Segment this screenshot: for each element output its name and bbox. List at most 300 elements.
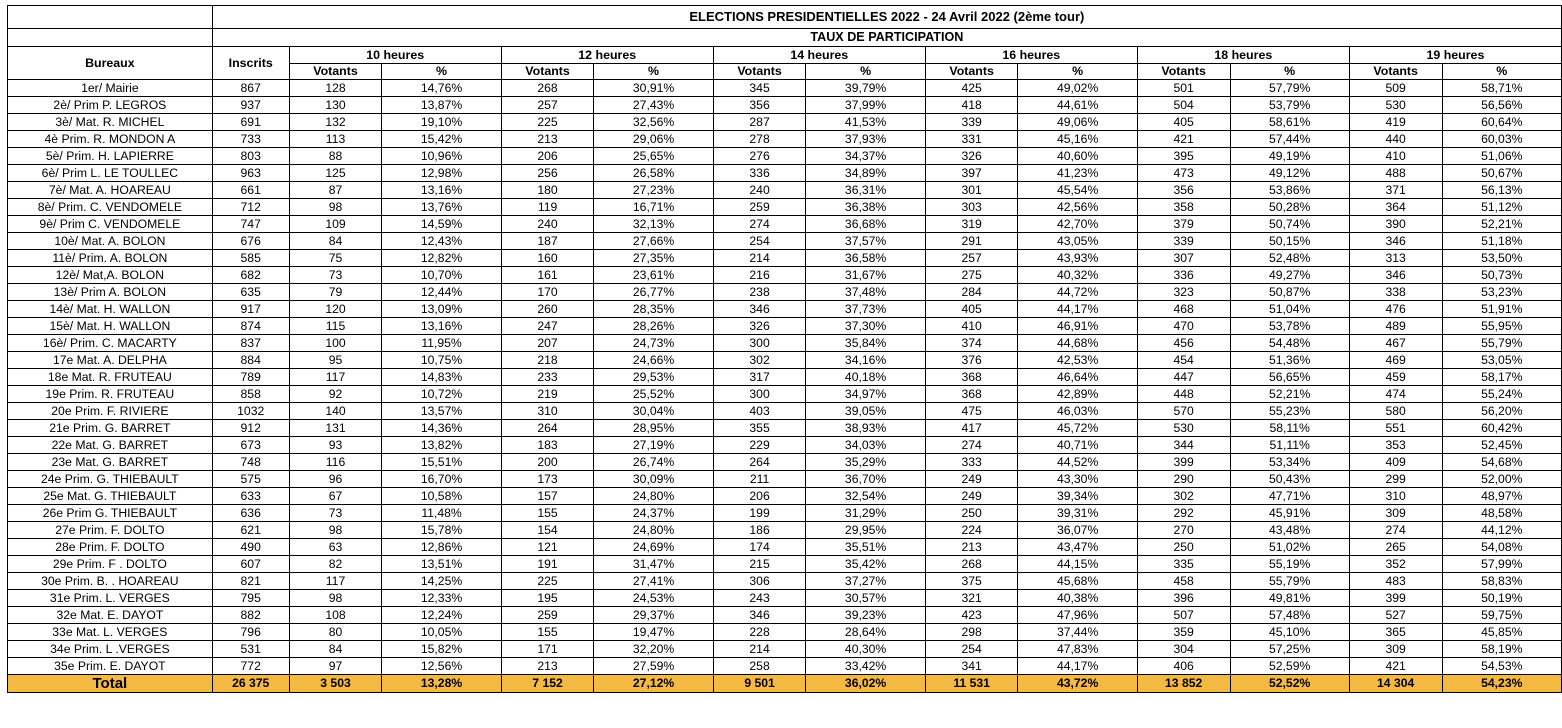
- votants-cell: 291: [925, 233, 1018, 250]
- percent-cell: 27,66%: [594, 233, 713, 250]
- inscrits-cell: 837: [212, 335, 289, 352]
- table-row: [8, 386, 1562, 403]
- percent-cell: 44,17%: [1018, 301, 1137, 318]
- votants-cell: 287: [713, 114, 806, 131]
- percent-cell: 54,48%: [1230, 335, 1349, 352]
- percent-cell: 46,91%: [1018, 318, 1137, 335]
- percent-cell: 13,16%: [382, 182, 501, 199]
- votants-cell: 425: [925, 80, 1018, 97]
- percent-cell: 35,51%: [806, 539, 925, 556]
- votants-cell: 250: [925, 505, 1018, 522]
- votants-cell: 87: [289, 182, 382, 199]
- inscrits-cell: 874: [212, 318, 289, 335]
- percent-cell: 37,93%: [806, 131, 925, 148]
- percent-cell: 16,70%: [382, 471, 501, 488]
- percent-cell: 42,53%: [1018, 352, 1137, 369]
- total-cell: 36,02%: [806, 675, 925, 693]
- votants-cell: 260: [501, 301, 594, 318]
- votants-cell: 275: [925, 267, 1018, 284]
- votants-cell: 313: [1349, 250, 1442, 267]
- votants-cell: 358: [1137, 199, 1230, 216]
- percent-cell: 30,04%: [594, 403, 713, 420]
- percent-cell: 12,86%: [382, 539, 501, 556]
- percent-cell: 36,38%: [806, 199, 925, 216]
- votants-cell: 265: [1349, 539, 1442, 556]
- votants-cell: 580: [1349, 403, 1442, 420]
- header-percent: %: [382, 64, 501, 80]
- percent-cell: 40,38%: [1018, 590, 1137, 607]
- inscrits-cell: 867: [212, 80, 289, 97]
- inscrits-cell: 796: [212, 624, 289, 641]
- table-row: [8, 556, 1562, 573]
- votants-cell: 421: [1349, 658, 1442, 675]
- votants-cell: 254: [713, 233, 806, 250]
- percent-cell: 24,69%: [594, 539, 713, 556]
- inscrits-cell: 633: [212, 488, 289, 505]
- bureau-name-cell: 22e Mat. G. BARRET: [8, 437, 213, 454]
- percent-cell: 42,70%: [1018, 216, 1137, 233]
- inscrits-cell: 712: [212, 199, 289, 216]
- header-hour-group: 14 heures: [713, 47, 925, 64]
- bureau-name-cell: 21e Prim. G. BARRET: [8, 420, 213, 437]
- votants-cell: 365: [1349, 624, 1442, 641]
- votants-cell: 368: [925, 369, 1018, 386]
- votants-cell: 395: [1137, 148, 1230, 165]
- percent-cell: 44,52%: [1018, 454, 1137, 471]
- votants-cell: 140: [289, 403, 382, 420]
- percent-cell: 31,29%: [806, 505, 925, 522]
- total-cell: 9 501: [713, 675, 806, 693]
- bureau-name-cell: 18e Mat. R. FRUTEAU: [8, 369, 213, 386]
- percent-cell: 15,51%: [382, 454, 501, 471]
- percent-cell: 29,06%: [594, 131, 713, 148]
- percent-cell: 49,19%: [1230, 148, 1349, 165]
- percent-cell: 50,43%: [1230, 471, 1349, 488]
- percent-cell: 28,26%: [594, 318, 713, 335]
- inscrits-cell: 937: [212, 97, 289, 114]
- votants-cell: 225: [501, 114, 594, 131]
- votants-cell: 423: [925, 607, 1018, 624]
- percent-cell: 10,75%: [382, 352, 501, 369]
- percent-cell: 40,18%: [806, 369, 925, 386]
- percent-cell: 49,02%: [1018, 80, 1137, 97]
- votants-cell: 346: [713, 301, 806, 318]
- percent-cell: 35,84%: [806, 335, 925, 352]
- header-votants: Votants: [925, 64, 1018, 80]
- votants-cell: 368: [925, 386, 1018, 403]
- percent-cell: 47,96%: [1018, 607, 1137, 624]
- table-title: ELECTIONS PRESIDENTIELLES 2022 - 24 Avril 2022 (2ème tour): [212, 6, 1561, 29]
- percent-cell: 36,31%: [806, 182, 925, 199]
- corner-cell: [8, 6, 213, 29]
- table-row: [8, 420, 1562, 437]
- votants-cell: 195: [501, 590, 594, 607]
- total-cell: 26 375: [212, 675, 289, 693]
- percent-cell: 16,71%: [594, 199, 713, 216]
- votants-cell: 200: [501, 454, 594, 471]
- percent-cell: 49,81%: [1230, 590, 1349, 607]
- votants-cell: 468: [1137, 301, 1230, 318]
- votants-cell: 352: [1349, 556, 1442, 573]
- bureau-name-cell: 16è/ Prim. C. MACARTY: [8, 335, 213, 352]
- percent-cell: 46,03%: [1018, 403, 1137, 420]
- table-row: [8, 131, 1562, 148]
- votants-cell: 475: [925, 403, 1018, 420]
- percent-cell: 13,09%: [382, 301, 501, 318]
- percent-cell: 51,12%: [1442, 199, 1561, 216]
- percent-cell: 29,37%: [594, 607, 713, 624]
- votants-cell: 390: [1349, 216, 1442, 233]
- percent-cell: 60,42%: [1442, 420, 1561, 437]
- votants-cell: 276: [713, 148, 806, 165]
- percent-cell: 39,05%: [806, 403, 925, 420]
- percent-cell: 12,98%: [382, 165, 501, 182]
- votants-cell: 298: [925, 624, 1018, 641]
- votants-cell: 116: [289, 454, 382, 471]
- votants-cell: 335: [1137, 556, 1230, 573]
- header-hour-group: 10 heures: [289, 47, 501, 64]
- votants-cell: 174: [713, 539, 806, 556]
- votants-cell: 421: [1137, 131, 1230, 148]
- percent-cell: 47,83%: [1018, 641, 1137, 658]
- votants-cell: 284: [925, 284, 1018, 301]
- bureau-name-cell: 13è/ Prim A. BOLON: [8, 284, 213, 301]
- percent-cell: 58,17%: [1442, 369, 1561, 386]
- inscrits-cell: 912: [212, 420, 289, 437]
- votants-cell: 344: [1137, 437, 1230, 454]
- inscrits-cell: 733: [212, 131, 289, 148]
- votants-cell: 131: [289, 420, 382, 437]
- percent-cell: 36,07%: [1018, 522, 1137, 539]
- table-body: [8, 80, 1562, 693]
- votants-cell: 95: [289, 352, 382, 369]
- votants-cell: 319: [925, 216, 1018, 233]
- inscrits-cell: 858: [212, 386, 289, 403]
- table-row: [8, 199, 1562, 216]
- votants-cell: 302: [713, 352, 806, 369]
- percent-cell: 34,16%: [806, 352, 925, 369]
- header-percent: %: [594, 64, 713, 80]
- votants-cell: 356: [713, 97, 806, 114]
- bureau-name-cell: 29e Prim. F . DOLTO: [8, 556, 213, 573]
- votants-cell: 250: [1137, 539, 1230, 556]
- table-row: [8, 165, 1562, 182]
- bureau-name-cell: 28e Prim. F. DOLTO: [8, 539, 213, 556]
- votants-cell: 115: [289, 318, 382, 335]
- votants-cell: 98: [289, 522, 382, 539]
- votants-cell: 154: [501, 522, 594, 539]
- percent-cell: 43,93%: [1018, 250, 1137, 267]
- inscrits-cell: 917: [212, 301, 289, 318]
- votants-cell: 214: [713, 641, 806, 658]
- inscrits-cell: 621: [212, 522, 289, 539]
- votants-cell: 219: [501, 386, 594, 403]
- votants-cell: 371: [1349, 182, 1442, 199]
- table-row: [8, 335, 1562, 352]
- votants-cell: 530: [1137, 420, 1230, 437]
- votants-cell: 155: [501, 505, 594, 522]
- total-label: Total: [8, 675, 213, 693]
- table-row: [8, 284, 1562, 301]
- percent-cell: 48,97%: [1442, 488, 1561, 505]
- votants-cell: 397: [925, 165, 1018, 182]
- total-cell: 52,52%: [1230, 675, 1349, 693]
- votants-cell: 304: [1137, 641, 1230, 658]
- votants-cell: 199: [713, 505, 806, 522]
- percent-cell: 13,87%: [382, 97, 501, 114]
- votants-cell: 73: [289, 267, 382, 284]
- votants-cell: 171: [501, 641, 594, 658]
- votants-cell: 119: [501, 199, 594, 216]
- percent-cell: 53,86%: [1230, 182, 1349, 199]
- percent-cell: 45,68%: [1018, 573, 1137, 590]
- votants-cell: 160: [501, 250, 594, 267]
- percent-cell: 27,41%: [594, 573, 713, 590]
- percent-cell: 34,97%: [806, 386, 925, 403]
- percent-cell: 29,95%: [806, 522, 925, 539]
- votants-cell: 476: [1349, 301, 1442, 318]
- votants-cell: 82: [289, 556, 382, 573]
- votants-cell: 191: [501, 556, 594, 573]
- votants-cell: 527: [1349, 607, 1442, 624]
- percent-cell: 53,34%: [1230, 454, 1349, 471]
- percent-cell: 55,19%: [1230, 556, 1349, 573]
- inscrits-cell: 691: [212, 114, 289, 131]
- votants-cell: 225: [501, 573, 594, 590]
- percent-cell: 10,70%: [382, 267, 501, 284]
- percent-cell: 13,16%: [382, 318, 501, 335]
- votants-cell: 292: [1137, 505, 1230, 522]
- percent-cell: 30,09%: [594, 471, 713, 488]
- bureau-name-cell: 8è/ Prim. C. VENDOMELE: [8, 199, 213, 216]
- percent-cell: 15,42%: [382, 131, 501, 148]
- votants-cell: 326: [925, 148, 1018, 165]
- percent-cell: 23,61%: [594, 267, 713, 284]
- votants-cell: 186: [713, 522, 806, 539]
- votants-cell: 509: [1349, 80, 1442, 97]
- votants-cell: 213: [925, 539, 1018, 556]
- percent-cell: 15,78%: [382, 522, 501, 539]
- inscrits-cell: 682: [212, 267, 289, 284]
- percent-cell: 37,44%: [1018, 624, 1137, 641]
- header-votants: Votants: [289, 64, 382, 80]
- table-row: [8, 471, 1562, 488]
- votants-cell: 238: [713, 284, 806, 301]
- total-row: [8, 675, 1562, 693]
- votants-cell: 339: [925, 114, 1018, 131]
- votants-cell: 161: [501, 267, 594, 284]
- percent-cell: 54,53%: [1442, 658, 1561, 675]
- votants-cell: 216: [713, 267, 806, 284]
- percent-cell: 51,02%: [1230, 539, 1349, 556]
- percent-cell: 57,44%: [1230, 131, 1349, 148]
- percent-cell: 25,52%: [594, 386, 713, 403]
- votants-cell: 274: [713, 216, 806, 233]
- percent-cell: 14,25%: [382, 573, 501, 590]
- percent-cell: 28,64%: [806, 624, 925, 641]
- percent-cell: 37,99%: [806, 97, 925, 114]
- votants-cell: 399: [1349, 590, 1442, 607]
- inscrits-cell: 821: [212, 573, 289, 590]
- percent-cell: 39,34%: [1018, 488, 1137, 505]
- percent-cell: 40,71%: [1018, 437, 1137, 454]
- total-cell: 11 531: [925, 675, 1018, 693]
- percent-cell: 13,51%: [382, 556, 501, 573]
- inscrits-cell: 585: [212, 250, 289, 267]
- votants-cell: 447: [1137, 369, 1230, 386]
- votants-cell: 456: [1137, 335, 1230, 352]
- votants-cell: 504: [1137, 97, 1230, 114]
- percent-cell: 47,71%: [1230, 488, 1349, 505]
- votants-cell: 213: [501, 658, 594, 675]
- percent-cell: 50,15%: [1230, 233, 1349, 250]
- inscrits-cell: 531: [212, 641, 289, 658]
- votants-cell: 417: [925, 420, 1018, 437]
- votants-cell: 317: [713, 369, 806, 386]
- votants-cell: 353: [1349, 437, 1442, 454]
- table-row: [8, 505, 1562, 522]
- votants-cell: 530: [1349, 97, 1442, 114]
- votants-cell: 300: [713, 335, 806, 352]
- votants-cell: 92: [289, 386, 382, 403]
- table-row: [8, 658, 1562, 675]
- percent-cell: 35,42%: [806, 556, 925, 573]
- percent-cell: 30,91%: [594, 80, 713, 97]
- inscrits-cell: 963: [212, 165, 289, 182]
- percent-cell: 42,89%: [1018, 386, 1137, 403]
- votants-cell: 309: [1349, 505, 1442, 522]
- votants-cell: 341: [925, 658, 1018, 675]
- votants-cell: 306: [713, 573, 806, 590]
- votants-cell: 125: [289, 165, 382, 182]
- bureau-name-cell: 17e Mat. A. DELPHA: [8, 352, 213, 369]
- votants-cell: 459: [1349, 369, 1442, 386]
- percent-cell: 41,53%: [806, 114, 925, 131]
- percent-cell: 12,56%: [382, 658, 501, 675]
- votants-cell: 264: [713, 454, 806, 471]
- table-row: [8, 318, 1562, 335]
- votants-cell: 410: [1349, 148, 1442, 165]
- percent-cell: 39,23%: [806, 607, 925, 624]
- votants-cell: 488: [1349, 165, 1442, 182]
- percent-cell: 41,23%: [1018, 165, 1137, 182]
- percent-cell: 38,93%: [806, 420, 925, 437]
- percent-cell: 24,80%: [594, 488, 713, 505]
- votants-cell: 274: [1349, 522, 1442, 539]
- bureau-name-cell: 25e Mat. G. THIEBAULT: [8, 488, 213, 505]
- percent-cell: 45,10%: [1230, 624, 1349, 641]
- percent-cell: 24,66%: [594, 352, 713, 369]
- votants-cell: 396: [1137, 590, 1230, 607]
- votants-cell: 259: [501, 607, 594, 624]
- header-percent: %: [1018, 64, 1137, 80]
- table-row: [8, 539, 1562, 556]
- percent-cell: 32,54%: [806, 488, 925, 505]
- votants-cell: 98: [289, 590, 382, 607]
- votants-cell: 121: [501, 539, 594, 556]
- table-row: [8, 97, 1562, 114]
- total-cell: 14 304: [1349, 675, 1442, 693]
- votants-cell: 405: [925, 301, 1018, 318]
- percent-cell: 36,58%: [806, 250, 925, 267]
- percent-cell: 54,68%: [1442, 454, 1561, 471]
- percent-cell: 56,65%: [1230, 369, 1349, 386]
- votants-cell: 345: [713, 80, 806, 97]
- votants-cell: 88: [289, 148, 382, 165]
- table-row: [8, 352, 1562, 369]
- table-row: [8, 80, 1562, 97]
- votants-cell: 346: [713, 607, 806, 624]
- votants-cell: 254: [925, 641, 1018, 658]
- percent-cell: 39,31%: [1018, 505, 1137, 522]
- percent-cell: 34,03%: [806, 437, 925, 454]
- percent-cell: 24,73%: [594, 335, 713, 352]
- votants-cell: 214: [713, 250, 806, 267]
- votants-cell: 399: [1137, 454, 1230, 471]
- total-cell: 54,23%: [1442, 675, 1561, 693]
- votants-cell: 375: [925, 573, 1018, 590]
- bureau-name-cell: 2è/ Prim P. LEGROS: [8, 97, 213, 114]
- percent-cell: 55,79%: [1442, 335, 1561, 352]
- votants-cell: 97: [289, 658, 382, 675]
- percent-cell: 12,24%: [382, 607, 501, 624]
- inscrits-cell: 673: [212, 437, 289, 454]
- header-percent: %: [1230, 64, 1349, 80]
- percent-cell: 51,36%: [1230, 352, 1349, 369]
- inscrits-cell: 636: [212, 505, 289, 522]
- table-row: [8, 454, 1562, 471]
- table-subtitle: TAUX DE PARTICIPATION: [212, 29, 1561, 47]
- table-row: [8, 437, 1562, 454]
- percent-cell: 12,33%: [382, 590, 501, 607]
- percent-cell: 50,87%: [1230, 284, 1349, 301]
- votants-cell: 228: [713, 624, 806, 641]
- percent-cell: 53,50%: [1442, 250, 1561, 267]
- votants-cell: 356: [1137, 182, 1230, 199]
- table-row: [8, 624, 1562, 641]
- votants-cell: 376: [925, 352, 1018, 369]
- percent-cell: 28,35%: [594, 301, 713, 318]
- percent-cell: 42,56%: [1018, 199, 1137, 216]
- participation-table: [7, 5, 1562, 693]
- percent-cell: 31,47%: [594, 556, 713, 573]
- percent-cell: 51,91%: [1442, 301, 1561, 318]
- percent-cell: 51,04%: [1230, 301, 1349, 318]
- total-cell: 13 852: [1137, 675, 1230, 693]
- percent-cell: 48,58%: [1442, 505, 1561, 522]
- inscrits-cell: 772: [212, 658, 289, 675]
- percent-cell: 60,64%: [1442, 114, 1561, 131]
- votants-cell: 213: [501, 131, 594, 148]
- table-row: [8, 607, 1562, 624]
- table-row: [8, 573, 1562, 590]
- votants-cell: 155: [501, 624, 594, 641]
- bureau-name-cell: 19e Prim. R. FRUTEAU: [8, 386, 213, 403]
- inscrits-cell: 789: [212, 369, 289, 386]
- votants-cell: 419: [1349, 114, 1442, 131]
- votants-cell: 448: [1137, 386, 1230, 403]
- percent-cell: 45,54%: [1018, 182, 1137, 199]
- bureau-name-cell: 33e Mat. L. VERGES: [8, 624, 213, 641]
- bureau-name-cell: 32e Mat. E. DAYOT: [8, 607, 213, 624]
- percent-cell: 10,05%: [382, 624, 501, 641]
- percent-cell: 52,45%: [1442, 437, 1561, 454]
- percent-cell: 51,11%: [1230, 437, 1349, 454]
- percent-cell: 27,43%: [594, 97, 713, 114]
- percent-cell: 11,95%: [382, 335, 501, 352]
- total-cell: 7 152: [501, 675, 594, 693]
- inscrits-cell: 490: [212, 539, 289, 556]
